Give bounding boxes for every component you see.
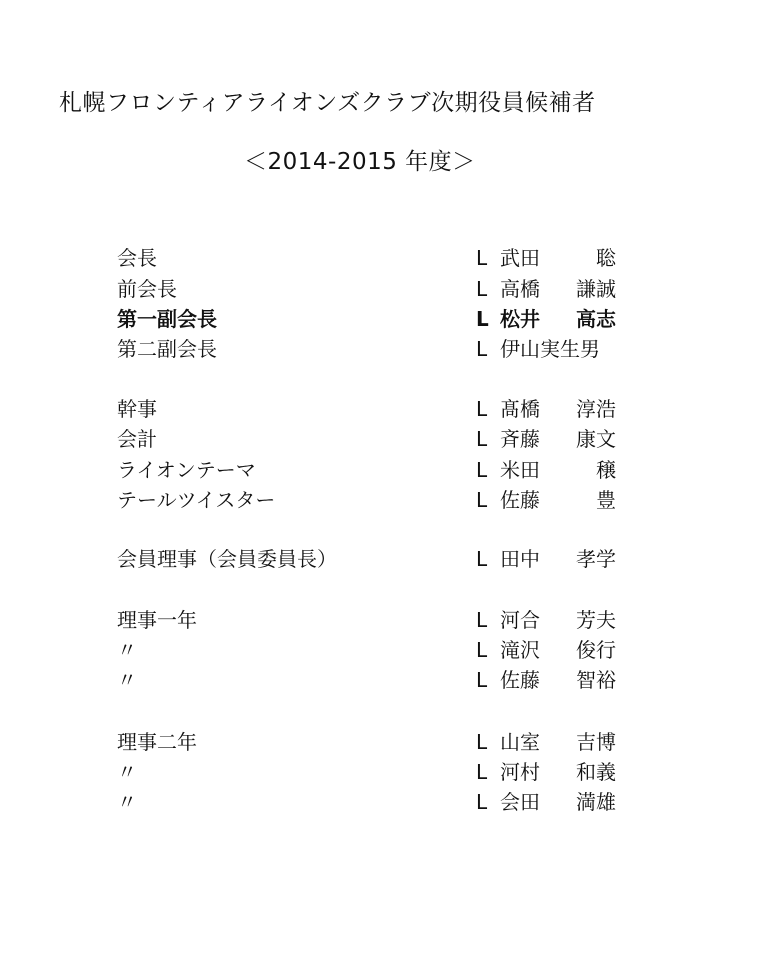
officer-given-name: 高志: [576, 307, 616, 331]
officer-row: [0, 665, 779, 695]
officer-role: 理事一年: [117, 608, 197, 632]
officer-role: 〃: [117, 668, 137, 692]
officer-given-name: 淳浩: [576, 397, 616, 421]
officer-given-name: 吉博: [576, 730, 616, 754]
lion-prefix: L: [476, 488, 488, 512]
officer-row: [0, 605, 779, 635]
lion-prefix: L: [476, 246, 488, 270]
officer-surname: 田中: [500, 547, 540, 571]
officer-role: 前会長: [117, 277, 177, 301]
officer-given-name: 豊: [596, 488, 616, 512]
lion-prefix: L: [476, 760, 488, 784]
officer-given-name: 聡: [596, 246, 616, 270]
lion-prefix: L: [476, 397, 488, 421]
officer-role: 〃: [117, 638, 137, 662]
officer-surname: 髙橋: [500, 397, 540, 421]
officer-row: [0, 304, 779, 334]
officer-row: [0, 274, 779, 304]
officer-role: テールツイスター: [117, 488, 276, 512]
officer-row: [0, 727, 779, 757]
fiscal-year-subtitle: ＜2014-2015 年度＞: [244, 149, 476, 175]
lion-prefix: L: [476, 337, 488, 361]
officer-role: 会長: [117, 246, 157, 270]
document-title: 札幌フロンティアライオンズクラブ次期役員候補者: [59, 90, 596, 116]
officer-row: [0, 334, 779, 364]
officer-surname: 佐藤: [500, 488, 540, 512]
officer-row: [0, 424, 779, 454]
officer-given-name: 謙誠: [576, 277, 616, 301]
officer-row: [0, 485, 779, 515]
officer-surname: 斉藤: [500, 427, 540, 451]
officer-given-name: 芳夫: [576, 608, 616, 632]
lion-prefix: L: [476, 790, 488, 814]
officer-row: [0, 787, 779, 817]
officer-surname: 会田: [500, 790, 540, 814]
lion-prefix: L: [476, 458, 488, 482]
officer-role: 理事二年: [117, 730, 197, 754]
officer-given-name: 穣: [596, 458, 616, 482]
officer-given-name: 康文: [576, 427, 616, 451]
officer-surname: 米田: [500, 458, 540, 482]
officer-given-name: 俊行: [576, 638, 616, 662]
officer-surname: 松井: [500, 307, 540, 331]
officer-surname: 河村: [500, 760, 540, 784]
officer-role: 〃: [117, 790, 137, 814]
lion-prefix: L: [476, 638, 488, 662]
officer-row: [0, 455, 779, 485]
officer-surname: 河合: [500, 608, 540, 632]
officer-surname: 佐藤: [500, 668, 540, 692]
officer-role: 会員理事（会員委員長）: [117, 547, 337, 571]
officer-surname: 滝沢: [500, 638, 540, 662]
lion-prefix: L: [476, 277, 488, 301]
lion-prefix: L: [476, 307, 489, 331]
officer-surname: 武田: [500, 246, 540, 270]
officer-row: [0, 243, 779, 273]
officer-role: ライオンテーマ: [117, 458, 256, 482]
lion-prefix: L: [476, 547, 488, 571]
officer-role: 〃: [117, 760, 137, 784]
officer-role: 会計: [117, 427, 157, 451]
officer-row: [0, 544, 779, 574]
officer-given-name: 智裕: [576, 668, 616, 692]
officer-given-name: 満雄: [576, 790, 616, 814]
officer-surname: 伊山実生男: [500, 337, 600, 361]
officer-surname: 山室: [500, 730, 540, 754]
lion-prefix: L: [476, 427, 488, 451]
officer-given-name: 孝学: [576, 547, 616, 571]
lion-prefix: L: [476, 730, 488, 754]
officer-role: 第二副会長: [117, 337, 217, 361]
lion-prefix: L: [476, 608, 488, 632]
officer-row: [0, 757, 779, 787]
officer-surname: 高橋: [500, 277, 540, 301]
officer-row: [0, 635, 779, 665]
officer-role: 幹事: [117, 397, 157, 421]
officer-role: 第一副会長: [117, 307, 217, 331]
lion-prefix: L: [476, 668, 488, 692]
officer-row: [0, 394, 779, 424]
officer-given-name: 和義: [576, 760, 616, 784]
